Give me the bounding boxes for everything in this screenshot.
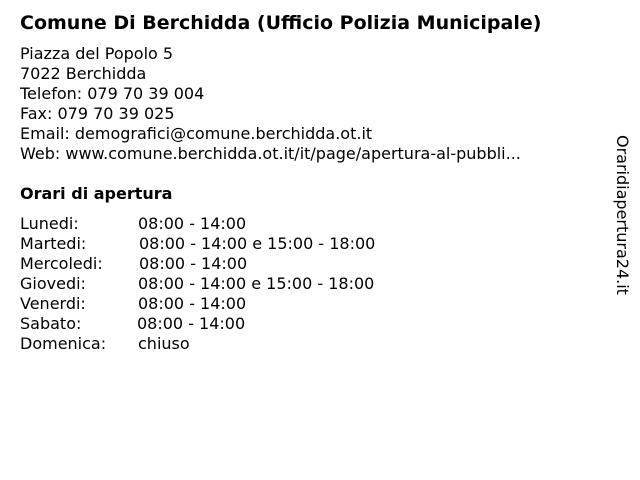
fax-number: Fax: 079 70 39 025 <box>20 104 175 123</box>
hours-value: 08:00 - 14:00 e 15:00 - 18:00 <box>139 234 376 253</box>
city-address: 7022 Berchidda <box>20 64 147 83</box>
hours-value: 08:00 - 14:00 e 15:00 - 18:00 <box>138 274 375 293</box>
watermark-text: Oraridiapertura24.it <box>613 135 632 295</box>
opening-hours-heading: Orari di apertura <box>20 184 173 203</box>
hours-value: 08:00 - 14:00 <box>138 214 247 233</box>
page-title: Comune Di Berchidda (Ufficio Polizia Municipale) <box>20 12 542 34</box>
day-label: Lunedi: <box>20 214 79 233</box>
day-label: Domenica: <box>20 334 107 353</box>
day-label: Mercoledi: <box>20 254 103 273</box>
hours-value: 08:00 - 14:00 <box>137 314 246 333</box>
email-address: Email: demografici@comune.berchidda.ot.it <box>20 124 373 143</box>
street-address: Piazza del Popolo 5 <box>20 44 174 63</box>
website-url: Web: www.comune.berchidda.ot.it/it/page/apertura-al-pubbli... <box>20 144 521 163</box>
hours-value: 08:00 - 14:00 <box>139 254 248 273</box>
hours-value: chiuso <box>138 334 190 353</box>
phone-number: Telefon: 079 70 39 004 <box>20 84 205 103</box>
day-label: Giovedi: <box>20 274 86 293</box>
day-label: Sabato: <box>20 314 82 333</box>
hours-value: 08:00 - 14:00 <box>138 294 247 313</box>
day-label: Martedi: <box>20 234 87 253</box>
address-block <box>20 44 521 164</box>
day-label: Venerdi: <box>20 294 86 313</box>
